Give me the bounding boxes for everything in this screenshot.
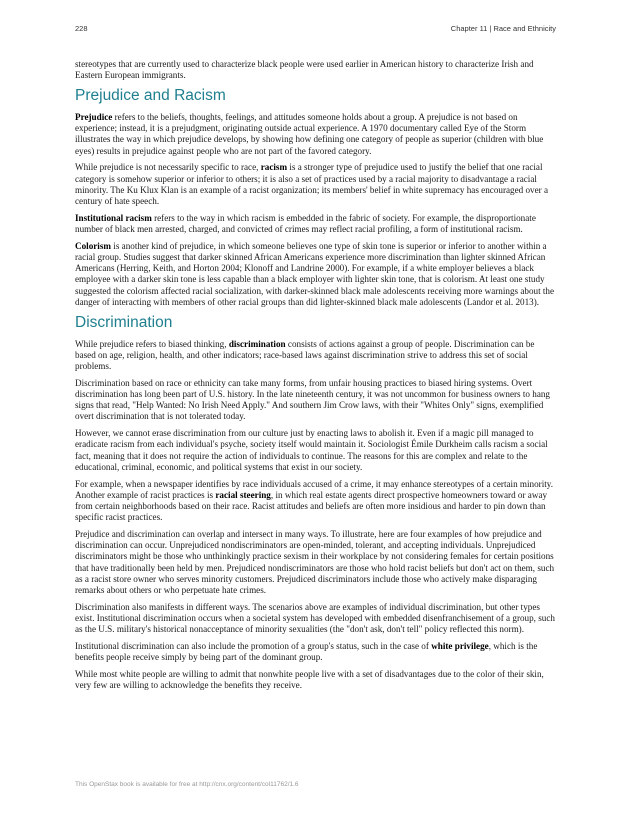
paragraph-text: For example, when a newspaper identifies by race individuals accused of a crime, it may enhance stereotypes of a certain minority. Another example of racist practices is (75, 478, 554, 500)
page-body (75, 59, 557, 697)
term-racism: racism (260, 162, 288, 173)
paragraph-text: , in which real estate agents direct prospective homeowners toward or away from certain neighborhoods based on their race. Racist attitudes and beliefs are often more insidious and harder to pin down than specific racist practices. (75, 489, 548, 523)
paragraph-social-fact: However, we cannot erase discrimination from our culture just by enacting laws to abolish it. Even if a magic pill managed to eradicate racism from each individual's psyche, society itself would maintain it. Sociologist Émile Durkheim calls racism a social fact, meaning that it does not require the action of individuals to continue. The reasons for this are complex and relate to the educational, criminal, economic, and political systems that exist in our society. (75, 428, 548, 472)
intro-paragraph: stereotypes that are currently used to characterize black people were used earlier in American history to characterize Irish and Eastern European immigrants. (75, 59, 534, 81)
paragraph-white-privilege (75, 641, 557, 663)
paragraph-four-examples: Prejudice and discrimination can overlap and intersect in many ways. To illustrate, here are four examples of how prejudice and discrimination can occur. Unprejudiced nondiscriminators are open-minded, tolerant, and accepting individuals. Unprejudiced discriminators might be those who unthinkingly practice sexism in their workplace by not considering females for certain positions that have traditionally been held by men. Prejudiced nondiscriminators are those who hold racist beliefs but don't act on them, such as a racist store owner who serves minority customers. Prejudiced discriminators include those who actively make disparaging remarks about others or who perpetuate hate crimes. (75, 529, 555, 596)
section-heading-prejudice-and-racism: Prejudice and Racism (75, 87, 226, 104)
paragraph-institutional-discrimination: Discrimination also manifests in different ways. The scenarios above are examples of individual discrimination, but other types exist. Institutional discrimination occurs when a societal system has developed with embedded disenfranchisement of a group, such as the U.S. military's historical nonacceptance of minority sexualities (the "don't ask, don't tell" policy reflected this norm). (75, 601, 555, 635)
footer-note: This OpenStax book is available for free at http://cnx.org/content/col11762/1.6 (75, 781, 299, 788)
paragraph-text: is a stronger type of prejudice used to justify the belief that one racial category is somehow superior or inferior to others; it is also a set of practices used by a racial majority to disadvantage a racial minority. The Ku Klux Klan is an example of a racist organization; its members' belief in white supremacy has encouraged over a century of hate speech. (75, 162, 549, 207)
paragraph-closing: While most white people are willing to admit that nonwhite people live with a set of disadvantages due to the color of their skin, very few are willing to acknowledge the benefits they receive. (75, 669, 544, 691)
section-heading-discrimination: Discrimination (75, 313, 173, 331)
paragraph-prejudice (75, 112, 557, 157)
paragraph-text: Institutional discrimination can also include the promotion of a group's status, such in the case of (75, 641, 432, 652)
term-discrimination: discrimination (228, 338, 286, 349)
paragraph-text: While prejudice is not necessarily specific to race, (75, 162, 261, 173)
term-institutional-racism: Institutional racism (75, 212, 152, 223)
term-colorism: Colorism (75, 240, 111, 251)
term-racial-steering: racial steering (215, 489, 271, 500)
paragraph-text: is another kind of prejudice, in which someone believes one type of skin tone is superior or inferior to another within a racial group. Studies suggest that darker skinned African Americans experience more discrimination than lighter skinned African Americans (Herring, Keith, and Horton 2004; Klonoff and Landrine 2000). For example, if a white employer believes a black employee with a darker skin tone is less capable than a black employer with lighter skin tone, that is colorism. At least one study suggested the colorism affected racial socialization, with darker-skinned black male adolescents receiving more warnings about the danger of interacting with members of other racial groups than did lighter-skinned black male adolescents (Landor et al. 2013). (75, 240, 555, 307)
paragraph-text: refers to the way in which racism is embedded in the fabric of society. For example, the disproportionate number of black men arrested, charged, and convicted of crimes may reflect racial profiling, a form of institutional racism. (75, 212, 536, 235)
paragraph-text: consists of actions against a group of people. Discrimination can be based on age, religion, health, and other indicators; race-based laws against discrimination strive to address this set of social problems. (75, 338, 535, 372)
paragraph-racial-steering (75, 479, 557, 524)
paragraph-text: refers to the beliefs, thoughts, feelings, and attitudes someone holds about a group. A prejudice is not based on experience; instead, it is a prejudgment, originating outside actual experience. A 1970 documentary called Eye of the Storm illustrates the way in which prejudice develops, by showing how defining one category of people as superior (children with blue eyes) results in prejudice against people who are not part of the favored category. (75, 112, 544, 156)
paragraph-colorism (75, 241, 557, 308)
term-prejudice: Prejudice (75, 112, 113, 122)
paragraph-racism (75, 162, 557, 207)
paragraph-overt-discrimination: Discrimination based on race or ethnicity can take many forms, from unfair housing practices to biased hiring systems. Overt discrimination has long been part of U.S. history. In the late nineteenth century, it was not uncommon for business owners to hang signs that read, "Help Wanted: No Irish Need Apply." And southern Jim Crow laws, with their "Whites Only" signs, exemplified overt discrimination that is not tolerated today. (75, 377, 550, 422)
page-number: 228 (75, 24, 88, 33)
chapter-running-head: Chapter 11 | Race and Ethnicity (450, 24, 556, 33)
paragraph-discrimination (75, 339, 557, 373)
paragraph-text: While prejudice refers to biased thinking, (75, 338, 229, 349)
paragraph-text: , which is the benefits people receive simply by being part of the dominant group. (75, 641, 538, 663)
term-white-privilege: white privilege (431, 641, 489, 652)
paragraph-institutional-racism (75, 213, 557, 235)
